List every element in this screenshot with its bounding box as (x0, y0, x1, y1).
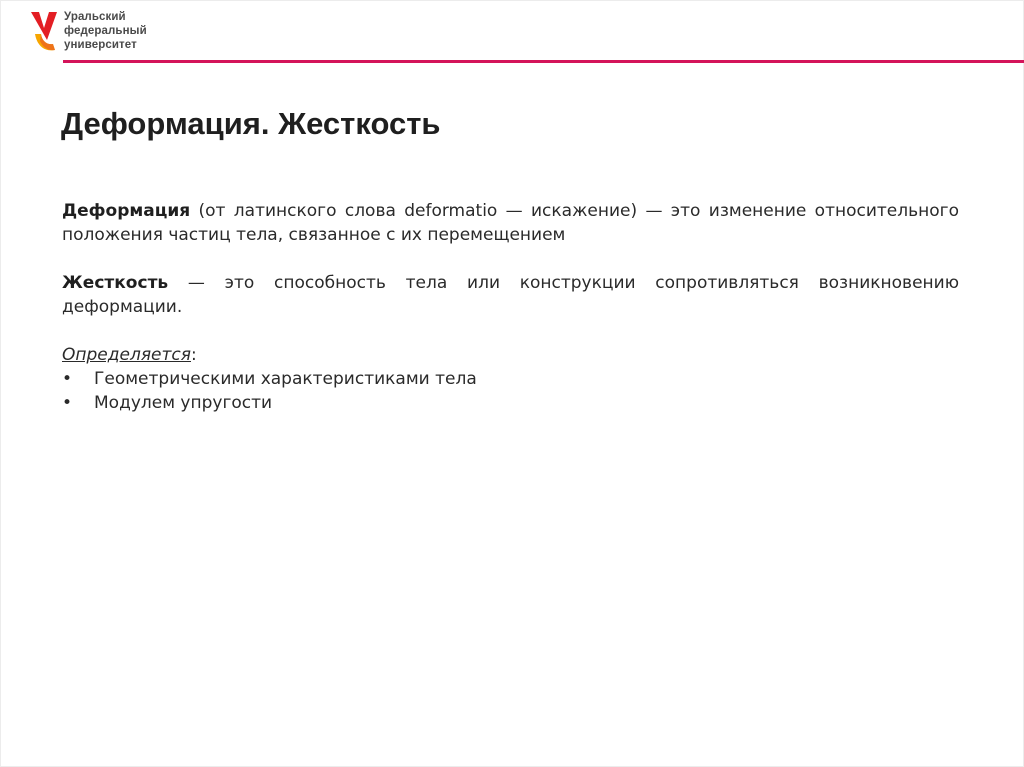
logo-line-2: федеральный (64, 25, 147, 37)
spacer (62, 319, 959, 343)
bullet-icon: • (62, 393, 73, 413)
spacer (62, 247, 959, 271)
bullet-icon: • (62, 369, 73, 389)
university-name (64, 10, 147, 52)
slide-body (62, 199, 959, 415)
list-item-text: Модулем упругости (94, 393, 273, 413)
logo-line-1: Уральский (64, 11, 126, 23)
definition-stiffness-text: — это способность тела или конструкции сопротивляться возникновению деформации. (62, 273, 959, 317)
urfu-logo-icon (29, 10, 59, 54)
list-item (62, 391, 959, 415)
list-item-text: Геометрическими характеристиками тела (94, 369, 477, 389)
definition-deformation (62, 199, 959, 247)
slide-title: Деформация. Жесткость (61, 106, 441, 141)
determined-by-label (62, 343, 959, 367)
definition-deformation-text: (от латинского слова deformatio — искажение) — это изменение относительного положения частиц тела, связанное с их перемещением (62, 201, 959, 245)
university-logo (29, 10, 169, 56)
determined-by-text: Определяется (62, 345, 191, 365)
term-deformation: Деформация (62, 201, 191, 221)
determined-by-colon: : (191, 345, 197, 365)
term-stiffness: Жесткость (62, 273, 169, 293)
factors-list (62, 367, 959, 415)
definition-stiffness (62, 271, 959, 319)
logo-line-3: университет (64, 39, 137, 51)
list-item (62, 367, 959, 391)
header-divider (63, 60, 1024, 63)
